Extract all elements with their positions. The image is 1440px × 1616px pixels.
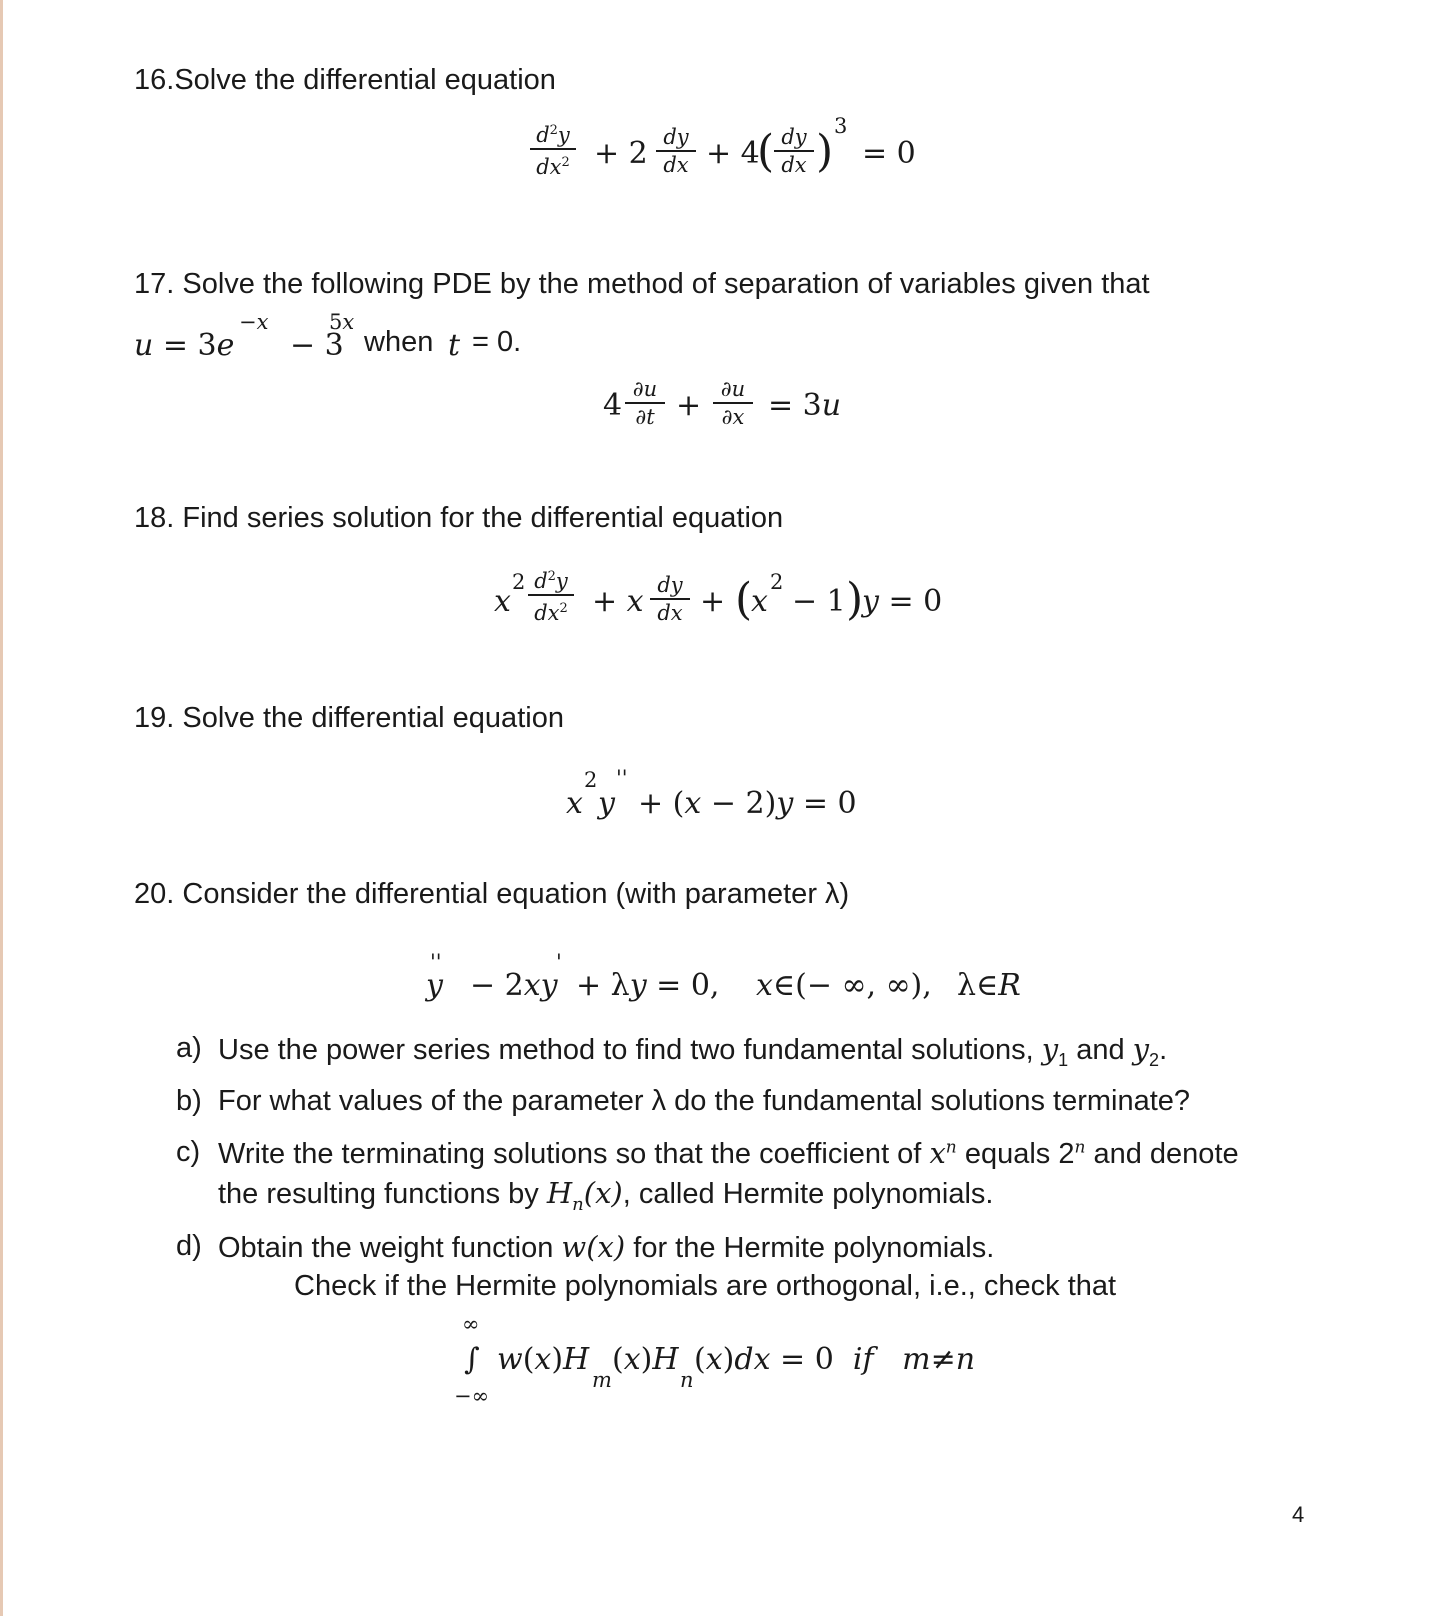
question-16-title: 16.Solve the differential equation — [134, 64, 556, 96]
item-c-label: c) — [176, 1136, 201, 1168]
question-17-title: 17. Solve the following PDE by the method of separation of variables given that — [134, 268, 1150, 300]
item-a-label: a) — [176, 1032, 202, 1064]
item-c-denote: and denote — [1093, 1138, 1239, 1170]
check-orthogonal-text: Check if the Hermite polynomials are orthogonal, i.e., check that — [294, 1270, 1117, 1302]
when-word: when — [364, 326, 434, 358]
question-18-title: 18. Find series solution for the differential equation — [134, 502, 784, 534]
item-d-main: Obtain the weight function — [218, 1232, 554, 1264]
item-d-tail: for the Hermite polynomials. — [633, 1232, 995, 1264]
item-c-equals: equals 2 — [964, 1138, 1075, 1170]
condition-tail: = 0. — [472, 326, 522, 358]
item-a-text: Use the power series method to find two fundamental solutions, $y_1$ and $y_2$. — [218, 1032, 1168, 1070]
item-c-line2-end: , called Hermite polynomials. — [622, 1178, 994, 1210]
question-19-title: 19. Solve the differential equation — [134, 702, 564, 734]
question-20-title: 20. Consider the differential equation (with parameter λ) — [134, 878, 850, 910]
item-a-main: Use the power series method to find two fundamental solutions, — [218, 1034, 1034, 1066]
item-c-line1: Write the terminating solutions so that the coefficient of $x^n$ equals 2$^n$ and denote — [218, 1136, 1239, 1170]
item-d-text: Obtain the weight function w(x) for the Hermite polynomials. — [218, 1230, 995, 1264]
item-d-label: d) — [176, 1230, 202, 1262]
item-a-and: and — [1076, 1034, 1125, 1066]
item-c-line2: the resulting functions by $H_n(x)$, called Hermite polynomials. — [218, 1176, 994, 1215]
item-c-main: Write the terminating solutions so that the coefficient of — [218, 1138, 922, 1170]
item-b-text: For what values of the parameter λ do the fundamental solutions terminate? — [218, 1085, 1191, 1117]
page-number: 4 — [1292, 1502, 1305, 1527]
page-left-border — [0, 0, 3, 1616]
item-c-line2-start: the resulting functions by — [218, 1178, 539, 1210]
item-b-label: b) — [176, 1085, 202, 1117]
